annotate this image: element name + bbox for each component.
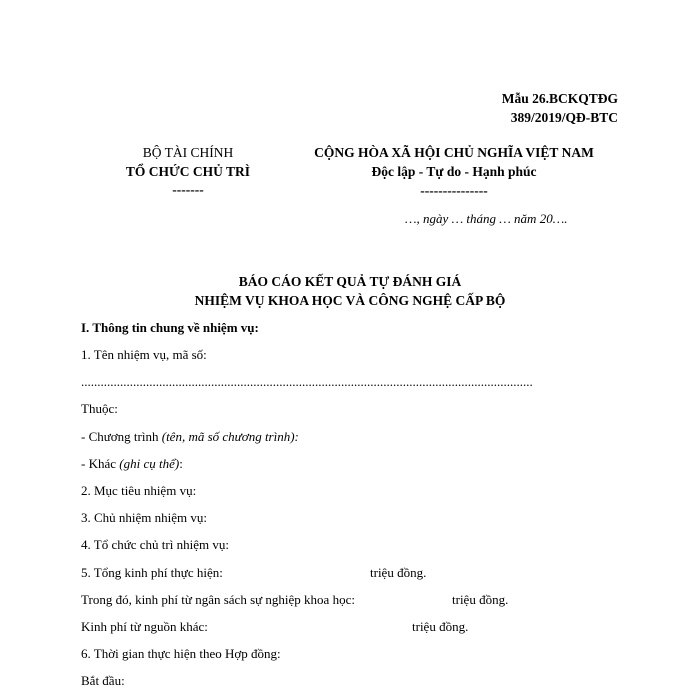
host-organization-label: TỔ CHỨC CHỦ TRÌ [125, 164, 251, 179]
task-name-dotted-line: ........................................................................................................................................... [81, 374, 533, 389]
total-budget-field: 5. Tổng kinh phí thực hiện: [81, 565, 223, 580]
total-budget-unit: triệu đồng. [370, 565, 427, 580]
form-code-number: Mẫu 26.BCKQTĐG [501, 91, 618, 106]
date-line: …, ngày … tháng … năm 20…. [405, 211, 568, 226]
title-line-1: BÁO CÁO KẾT QUẢ TỰ ĐÁNH GIÁ [238, 274, 462, 289]
national-motto: Độc lập - Tự do - Hạnh phúc [371, 164, 537, 179]
country-name: CỘNG HÒA XÃ HỘI CHỦ NGHĨA VIỆT NAM [314, 145, 594, 160]
leader-field: 3. Chủ nhiệm nhiệm vụ: [81, 510, 208, 525]
belongs-label: Thuộc: [81, 401, 118, 416]
right-header-separator: --------------- [420, 183, 488, 198]
host-org-field: 4. Tổ chức chủ trì nhiệm vụ: [81, 537, 229, 552]
national-header [272, 143, 636, 200]
program-field: - Chương trình (tên, mã số chương trình): [81, 429, 299, 444]
other-budget-unit: triệu đồng. [412, 619, 469, 634]
document-title [0, 272, 700, 310]
task-name-field: 1. Tên nhiệm vụ, mã số: [81, 347, 207, 362]
objective-field: 2. Mục tiêu nhiệm vụ: [81, 483, 197, 498]
left-header-separator: ------- [172, 182, 204, 197]
duration-field: 6. Thời gian thực hiện theo Hợp đồng: [81, 646, 281, 661]
title-line-2: NHIỆM VỤ KHOA HỌC VÀ CÔNG NGHỆ CẤP BỘ [194, 293, 506, 308]
state-budget-field: Trong đó, kinh phí từ ngân sách sự nghiệp khoa học: [81, 592, 355, 607]
other-budget-field: Kinh phí từ nguồn khác: [81, 619, 208, 634]
other-field: - Khác (ghi cụ thể): [81, 456, 183, 471]
start-date-field: Bắt đầu: [81, 673, 125, 688]
ministry-name: BỘ TÀI CHÍNH [142, 145, 234, 160]
form-code [502, 89, 618, 127]
issuing-authority-header [103, 143, 273, 199]
section-heading: I. Thông tin chung về nhiệm vụ: [81, 320, 259, 335]
form-code-decision: 389/2019/QĐ-BTC [510, 110, 618, 125]
state-budget-unit: triệu đồng. [452, 592, 509, 607]
